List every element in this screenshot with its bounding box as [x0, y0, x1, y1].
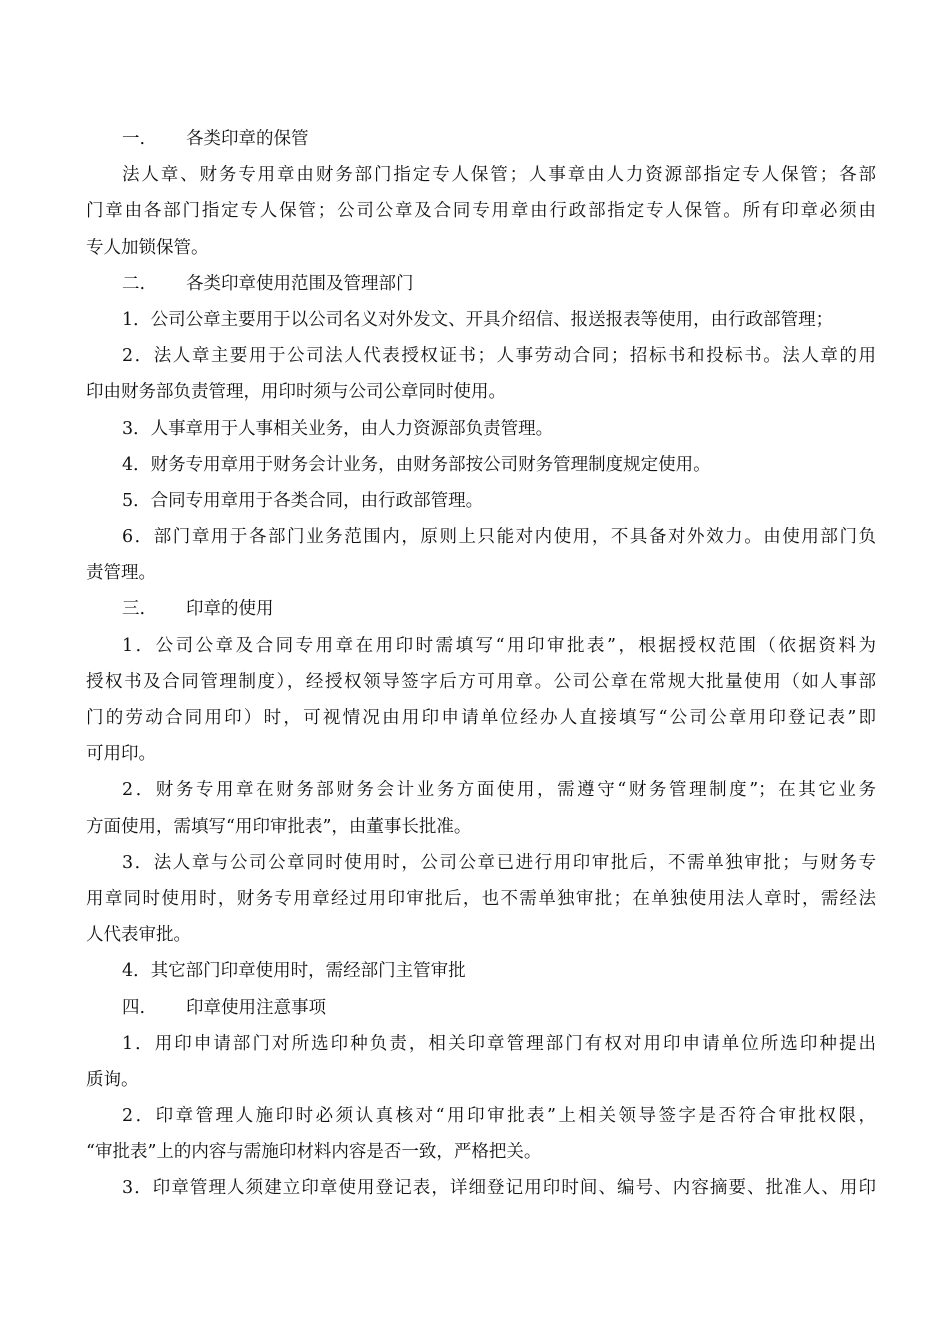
- paragraph-line: 专人加锁保管。: [86, 237, 209, 258]
- heading-number: 三.: [122, 599, 146, 620]
- paragraph-line: 责管理。: [86, 563, 156, 584]
- heading-number: 二.: [122, 273, 146, 294]
- heading-text: 各类印章的保管: [186, 129, 309, 149]
- heading-number: 一.: [122, 129, 146, 149]
- paragraph-line: 用章同时使用时，财务专用章经过用印审批后，也不需单独审批；在单独使用法人章时，需经法: [86, 888, 876, 909]
- section-heading: [86, 266, 876, 302]
- paragraph-line: 1．用印申请部门对所选印种负责，相关印章管理部门有权对用印申请单位所选印种提出: [122, 1033, 876, 1054]
- paragraph-line: 4．其它部门印章使用时，需经部门主管审批: [122, 961, 466, 982]
- paragraph-line: 2．财务专用章在财务部财务会计业务方面使用，需遵守“财务管理制度”；在其它业务: [122, 780, 876, 801]
- heading-text: 印章的使用: [186, 599, 274, 620]
- paragraph-line: 2．法人章主要用于公司法人代表授权证书；人事劳动合同；招标书和投标书。法人章的用: [122, 346, 876, 367]
- paragraph-line: 可用印。: [86, 744, 156, 765]
- paragraph-line: 4．财务专用章用于财务会计业务，由财务部按公司财务管理制度规定使用。: [122, 454, 711, 475]
- section-heading: [86, 990, 876, 1026]
- paragraph-line: 门的劳动合同用印）时，可视情况由用印申请单位经办人直接填写“公司公章用印登记表”即: [86, 708, 876, 728]
- heading-number: 四.: [122, 997, 146, 1018]
- paragraph-line: 人代表审批。: [86, 925, 191, 946]
- paragraph-line: 质询。: [86, 1069, 139, 1090]
- paragraph-line: 授权书及合同管理制度），经授权领导签字后方可用章。公司公章在常规大批量使用（如人事部: [86, 671, 876, 692]
- paragraph-line: 门章由各部门指定专人保管；公司公章及合同专用章由行政部指定专人保管。所有印章必须由: [86, 201, 876, 222]
- paragraph-line: 3．人事章用于人事相关业务，由人力资源部负责管理。: [122, 418, 554, 439]
- heading-text: 各类印章使用范围及管理部门: [186, 273, 414, 294]
- paragraph-line: 法人章、财务专用章由财务部门指定专人保管；人事章由人力资源部指定专人保管；各部: [122, 165, 876, 186]
- paragraph-line: 1．公司公章主要用于以公司名义对外发文、开具介绍信、报送报表等使用，由行政部管理；: [122, 309, 834, 330]
- heading-text: 印章使用注意事项: [186, 997, 326, 1018]
- paragraph-line: 6．部门章用于各部门业务范围内，原则上只能对内使用，不具备对外效力。由使用部门负: [122, 527, 876, 548]
- document-body: [86, 121, 876, 1207]
- section-heading: [86, 121, 876, 157]
- paragraph-line: 3．法人章与公司公章同时使用时，公司公章已进行用印审批后，不需单独审批；与财务专: [122, 852, 876, 873]
- paragraph-line: 3．印章管理人须建立印章使用登记表，详细登记用印时间、编号、内容摘要、批准人、用印: [122, 1178, 876, 1199]
- paragraph-line: “审批表”上的内容与需施印材料内容是否一致，严格把关。: [86, 1142, 542, 1163]
- paragraph-line: 5．合同专用章用于各类合同，由行政部管理。: [122, 490, 484, 511]
- paragraph-line: 方面使用，需填写“用印审批表”，由董事长批准。: [86, 816, 472, 837]
- paragraph-line: 印由财务部负责管理，用印时须与公司公章同时使用。: [86, 382, 506, 403]
- paragraph-line: 1．公司公章及合同专用章在用印时需填写“用印审批表”，根据授权范围（依据资料为: [122, 635, 876, 656]
- paragraph-line: 2．印章管理人施印时必须认真核对“用印审批表”上相关领导签字是否符合审批权限，: [122, 1106, 876, 1127]
- section-heading: [86, 591, 876, 627]
